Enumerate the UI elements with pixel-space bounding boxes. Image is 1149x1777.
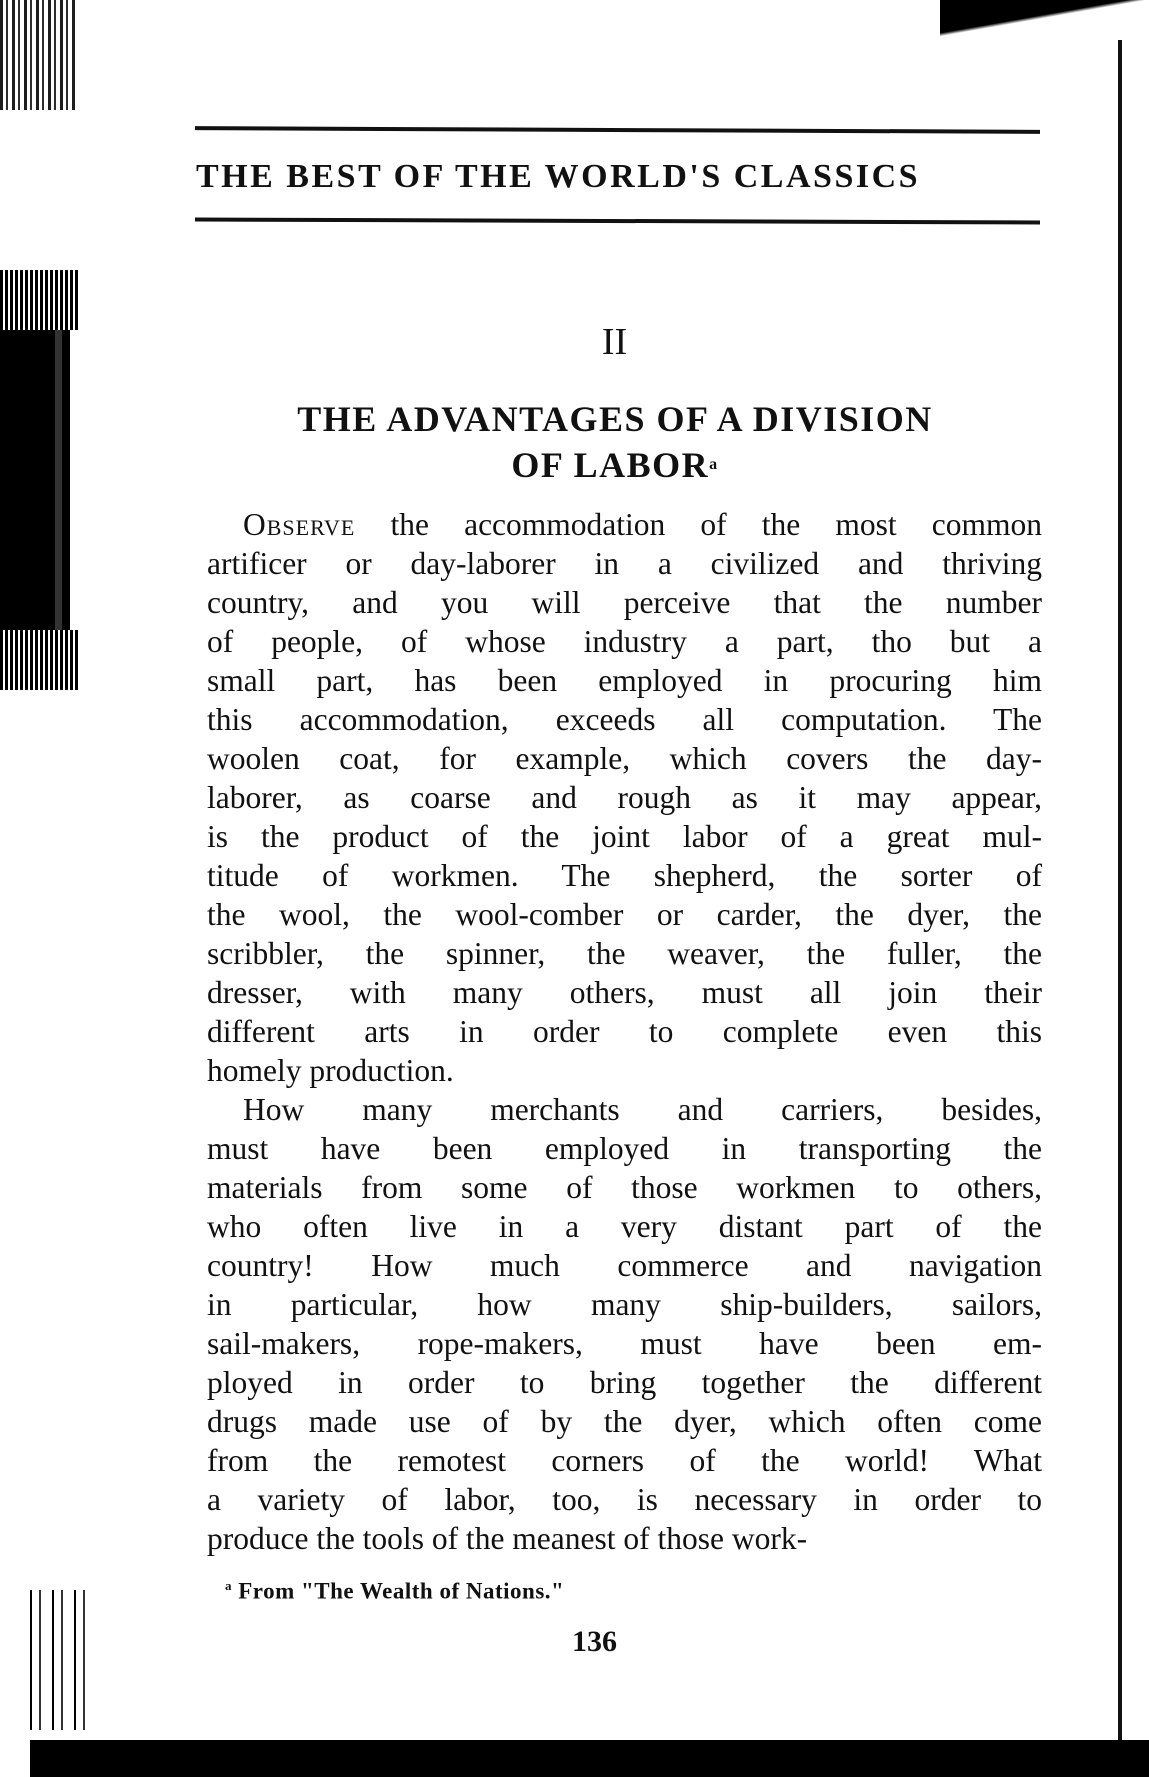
scan-artifact-top-right: [940, 0, 1149, 50]
chapter-title: [220, 396, 1010, 488]
text-line: drugs made use of by the dyer, which often come: [207, 1404, 1042, 1439]
paragraph: [207, 505, 1042, 1090]
footnote: [225, 1578, 564, 1605]
body-text: [207, 505, 1042, 1558]
text-line: How many merchants and carriers, besides,: [243, 1092, 1042, 1127]
chapter-title-line-2-text: OF LABOR: [511, 445, 710, 485]
text-line: who often live in a very distant part of the: [207, 1209, 1042, 1244]
text-line: of people, of whose industry a part, tho but a: [207, 624, 1042, 659]
footnote-reference: a: [709, 456, 719, 473]
scan-artifact-bottom: [30, 1740, 1149, 1777]
paragraph-lead-word: Observe: [243, 507, 356, 542]
text-line: must have been employed in transporting the: [207, 1131, 1042, 1166]
text-line: homely production.: [207, 1053, 454, 1088]
header-rule-bottom: [195, 218, 1040, 225]
paragraph: [207, 1090, 1042, 1558]
footnote-marker: a: [225, 1578, 232, 1593]
page-number: 136: [572, 1625, 617, 1658]
text-line: is the product of the joint labor of a great mul-: [207, 819, 1042, 854]
footnote-text: From "The Wealth of Nations.": [238, 1578, 565, 1604]
text-line: a variety of labor, too, is necessary in order to: [207, 1482, 1042, 1517]
text-line: this accommodation, exceeds all computation. The: [207, 702, 1042, 737]
text-line: country! How much commerce and navigation: [207, 1248, 1042, 1283]
text-line: artificer or day-laborer in a civilized and thriving: [207, 546, 1042, 581]
text-line: in particular, how many ship-builders, sailors,: [207, 1287, 1042, 1322]
text-line: woolen coat, for example, which covers the day-: [207, 741, 1042, 776]
chapter-title-line-2: [220, 442, 1010, 488]
text-line: scribbler, the spinner, the weaver, the fuller, the: [207, 936, 1042, 971]
chapter-title-line-1: THE ADVANTAGES OF A DIVISION: [297, 399, 933, 439]
text-line: sail-makers, rope-makers, must have been em-: [207, 1326, 1042, 1361]
text-line: titude of workmen. The shepherd, the sorter of: [207, 858, 1042, 893]
running-head: THE BEST OF THE WORLD'S CLASSICS: [196, 158, 921, 195]
text-line: dresser, with many others, must all join their: [207, 975, 1042, 1010]
scan-artifact-left-bottom: [30, 1590, 90, 1730]
text-line: different arts in order to complete even this: [207, 1014, 1042, 1049]
text-line: from the remotest corners of the world! What: [207, 1443, 1042, 1478]
header-rule-top: [195, 126, 1040, 134]
chapter-number: II: [601, 321, 628, 363]
text-line: small part, has been employed in procuring him: [207, 663, 1042, 698]
text-line: country, and you will perceive that the number: [207, 585, 1042, 620]
text-line: materials from some of those workmen to others,: [207, 1170, 1042, 1205]
text-line-rest: the accommodation of the most common: [355, 507, 1042, 542]
text-line: laborer, as coarse and rough as it may appear,: [207, 780, 1042, 815]
scan-artifact-left-top: [0, 0, 75, 110]
text-line: ployed in order to bring together the different: [207, 1365, 1042, 1400]
text-line: the wool, the wool-comber or carder, the dyer, the: [207, 897, 1042, 932]
text-line: [207, 505, 1042, 544]
scan-artifact-right-edge: [1118, 40, 1122, 1760]
text-line: produce the tools of the meanest of those work-: [207, 1521, 808, 1556]
